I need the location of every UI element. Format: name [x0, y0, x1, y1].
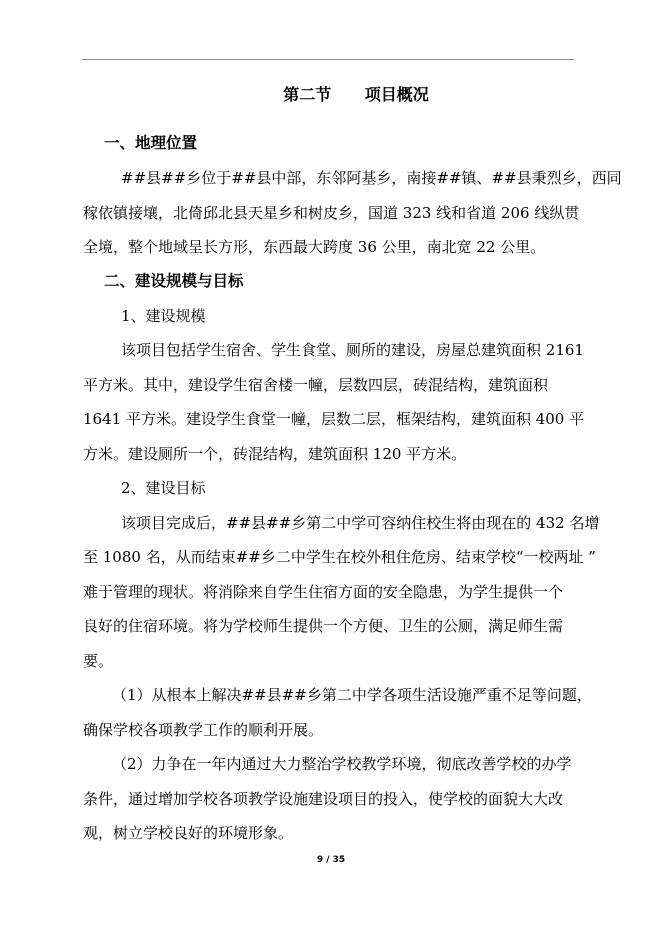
paragraph-line: 全境，整个地域呈长方形，东西最大跨度 36 公里，南北宽 22 公里。: [83, 238, 546, 256]
paragraph-line: 至 1080 名，从而结束##乡二中学生在校外租住危房、结束学校“一校两址 ”: [83, 548, 596, 566]
heading-geography: 一、地理位置: [104, 133, 198, 152]
paragraph-line: 观，树立学校良好的环境形象。: [83, 824, 294, 842]
paragraph-line: （1）从根本上解决##县##乡第二中学各项生活设施严重不足等问题，: [112, 686, 592, 704]
paragraph-line: 方米。建设厕所一个，砖混结构，建筑面积 120 平方米。: [83, 445, 467, 463]
section-title: 第二节 项目概况: [283, 85, 429, 104]
paragraph-line: 平方米。其中，建设学生宿舍楼一幢，层数四层，砖混结构，建筑面积: [83, 376, 549, 394]
paragraph-line: 确保学校各项教学工作的顺利开展。: [83, 721, 324, 739]
header-rule: [82, 59, 574, 60]
paragraph-line: 要。: [83, 652, 114, 670]
subheading-goals: 2、建设目标: [121, 479, 206, 497]
heading-scale-goals: 二、建设规模与目标: [104, 271, 244, 290]
paragraph-line: ##县##乡位于##县中部，东邻阿基乡，南接##镇、##县秉烈乡，西同: [121, 169, 622, 187]
paragraph-line: 良好的住宿环境。将为学校师生提供一个方便、卫生的公厕，满足师生需: [83, 617, 564, 635]
paragraph-line: 难于管理的现状。将消除来自学生住宿方面的安全隐患，为学生提供一个: [83, 583, 564, 601]
paragraph-line: 该项目完成后，##县##乡第二中学可容纳住校生将由现在的 432 名增: [121, 514, 600, 532]
paragraph-line: 条件，通过增加学校各项教学设施建设项目的投入，使学校的面貌大大改: [83, 790, 564, 808]
paragraph-line: （2）力争在一年内通过大力整治学校教学环境，彻底改善学校的办学: [112, 755, 572, 773]
paragraph-line: 稼依镇接壤，北倚邱北县天星乡和树皮乡，国道 323 线和省道 206 线纵贯: [83, 204, 580, 222]
paragraph-line: 该项目包括学生宿舍、学生食堂、厕所的建设，房屋总建筑面积 2161: [121, 341, 584, 359]
subheading-scale: 1、建设规模: [121, 307, 206, 325]
paragraph-line: 1641 平方米。建设学生食堂一幢，层数二层，框架结构，建筑面积 400 平: [83, 410, 585, 428]
page-number: 9 / 35: [316, 855, 346, 865]
